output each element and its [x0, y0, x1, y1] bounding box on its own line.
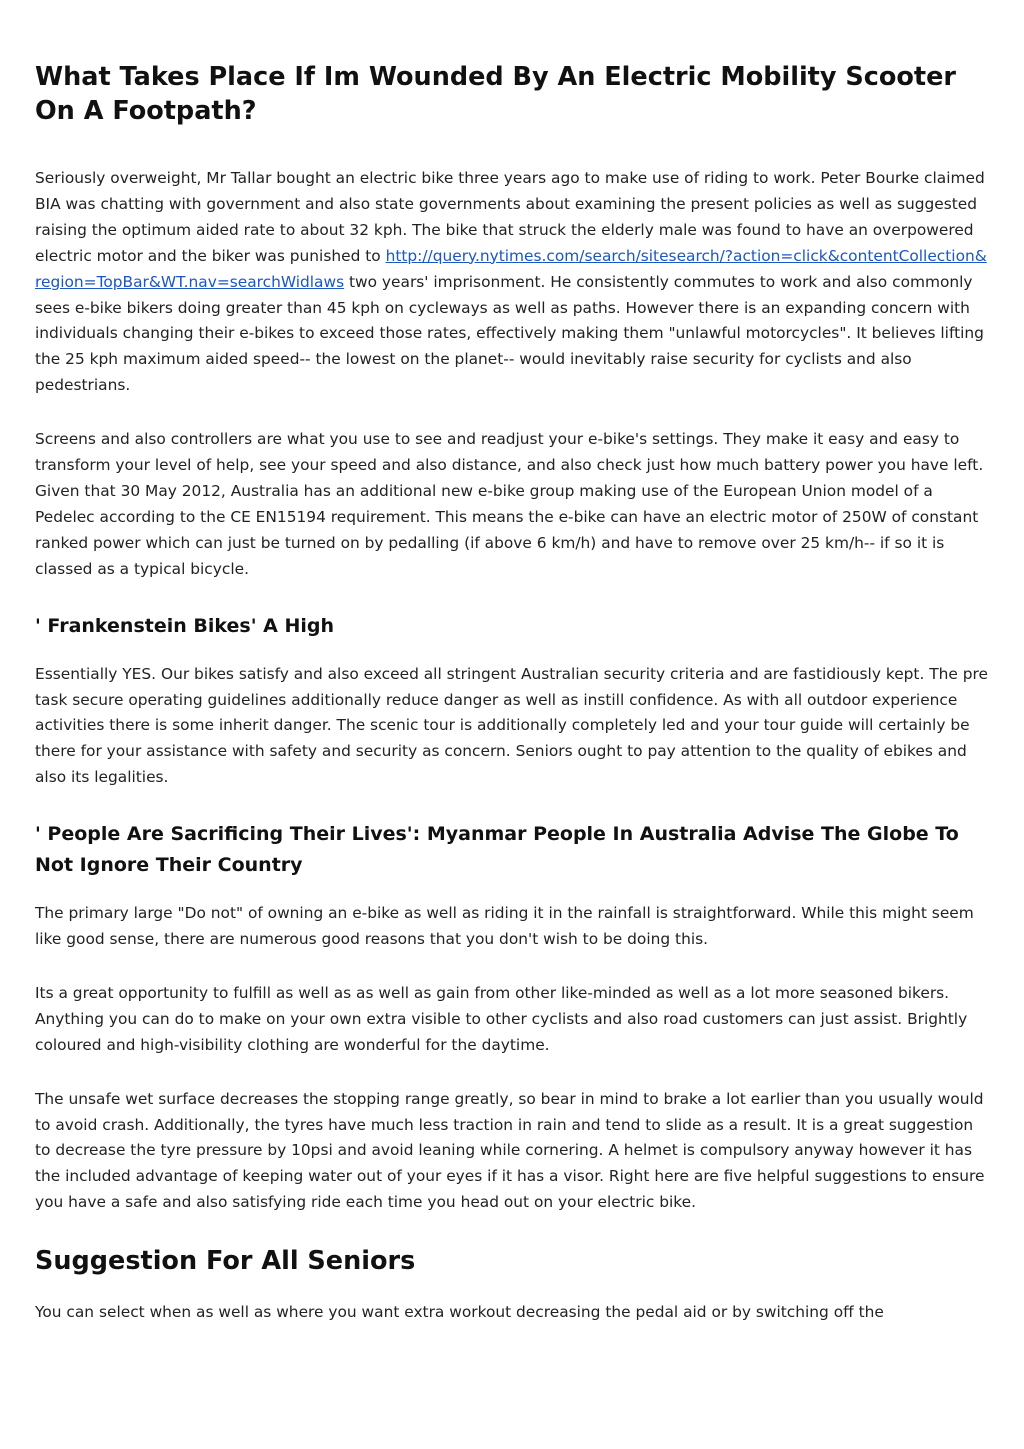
paragraph-1-text-after: two years' imprisonment. He consistently commutes to work and also commonly sees e-bike bikers doing greater than 45 kph on cycleways as well as paths. However there is an expanding concern with individuals changing their e-bikes to exceed those rates, effectively making them "unlawful motorcycles". It believes lifting the 25 kph maximum aided speed-- the lowest on the planet-- would inevitably raise security for cyclists and also pedestrians.: [35, 272, 984, 395]
section-heading-seniors: Suggestion For All Seniors: [35, 1246, 416, 1277]
article-title: What Takes Place If Im Wounded By An Electric Mobility Scooter On A Footpath?: [35, 62, 956, 126]
paragraph-3: Essentially YES. Our bikes satisfy and also exceed all stringent Australian security criteria and are fastidiously kept. The pre task secure operating guidelines additionally reduce danger as well as instill confidence. As with all outdoor experience activities there is some inherit danger. The scenic tour is additionally completely led and your tour guide will certainly be there for your assistance with safety and security as concern. Seniors ought to pay attention to the quality of ebikes and also its legalities.: [35, 664, 988, 787]
paragraph-6: The unsafe wet surface decreases the stopping range greatly, so bear in mind to brake a lot earlier than you usually would to avoid crash. Additionally, the tyres have much less traction in rain and tend to slide as a result. It is a great suggestion to decrease the tyre pressure by 10psi and avoid leaning while cornering. A helmet is compulsory anyway however it has the included advantage of keeping water out of your eyes if it has a visor. Right here are five helpful suggestions to ensure you have a safe and also satisfying ride each time you head out on your electric bike.: [35, 1089, 985, 1212]
paragraph-5: Its a great opportunity to fulfill as well as as well as gain from other like-minded as well as a lot more seasoned bikers. Anything you can do to make on your own extra visible to other cyclists and also road customers can just assist. Brightly coloured and high-visibility clothing are wonderful for the daytime.: [35, 983, 968, 1054]
section-heading-myanmar: ' People Are Sacrificing Their Lives': Myanmar People In Australia Advise The Globe To Not Ignore Their Country: [35, 823, 959, 877]
paragraph-4: The primary large "Do not" of owning an e-bike as well as riding it in the rainfall is straightforward. While this might seem like good sense, there are numerous good reasons that you don't wish to be doing this.: [35, 904, 974, 949]
paragraph-1: [35, 166, 990, 399]
nytimes-search-link[interactable]: http://query.nytimes.com/search/sitesearch/?action=click&contentCollection&region=TopBar&WT.nav=searchWidlaws: [35, 246, 987, 291]
paragraph-2: Screens and also controllers are what you use to see and readjust your e-bike's settings. They make it easy and easy to transform your level of help, see your speed and also distance, and also check just how much battery power you have left. Given that 30 May 2012, Australia has an additional new e-bike group making use of the European Union model of a Pedelec according to the CE EN15194 requirement. This means the e-bike can have an electric motor of 250W of constant ranked power which can just be turned on by pedalling (if above 6 km/h) and have to remove over 25 km/h-- if so it is classed as a typical bicycle.: [35, 430, 984, 578]
paragraph-7: You can select when as well as where you want extra workout decreasing the pedal aid or by switching off the: [35, 1303, 884, 1322]
section-heading-frankenstein: ' Frankenstein Bikes' A High: [35, 614, 334, 637]
paragraph-1-text-before: Seriously overweight, Mr Tallar bought an electric bike three years ago to make use of riding to work. Peter Bourke claimed BIA was chatting with government and also state governments about examining the present policies as well as suggested raising the optimum aided rate to about 32 kph. The bike that struck the elderly male was found to have an overpowered electric motor and the biker was punished to: [35, 169, 985, 265]
